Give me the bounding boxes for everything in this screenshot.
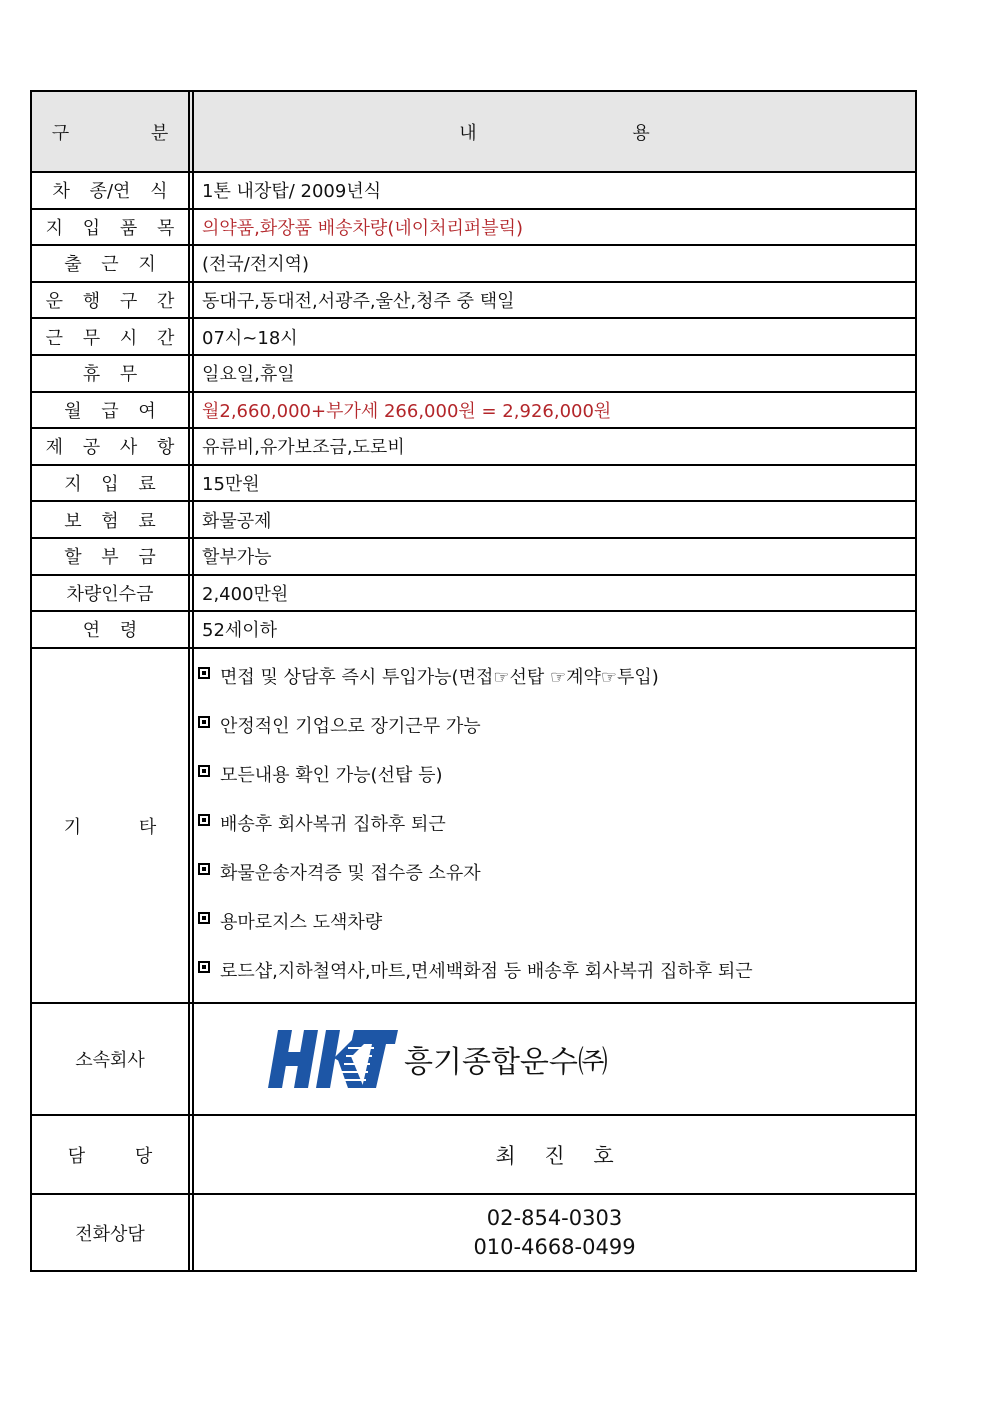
row-label: 차량인수금 <box>66 583 154 605</box>
row-value: 의약품,화장품 배송차량(네이처리퍼블릭) <box>202 217 524 239</box>
row-value: 유류비,유가보조금,도로비 <box>202 437 405 459</box>
row-label: 운 행 구 간 <box>45 291 175 313</box>
list-item: 안정적인 기업으로 장기근무 가능 <box>198 712 915 761</box>
phone-number-mobile[interactable]: 010-4668-0499 <box>473 1234 636 1259</box>
square-bullet-icon <box>198 814 210 826</box>
row-label: 근 무 시 간 <box>45 327 175 349</box>
square-bullet-icon <box>198 961 210 973</box>
phone-number-office[interactable]: 02-854-0303 <box>486 1205 623 1230</box>
row-label: 차 종/연 식 <box>52 181 168 203</box>
manager-label: 담 당 <box>67 1145 153 1167</box>
company-name: 흥기종합운수㈜ <box>404 1045 608 1080</box>
table-row <box>32 537 915 574</box>
row-value: (전국/전지역) <box>202 254 310 276</box>
row-label: 보 험 료 <box>64 510 156 532</box>
square-bullet-icon <box>198 716 210 728</box>
row-value: 일요일,휴일 <box>202 364 295 386</box>
row-value: 화물공제 <box>202 510 272 532</box>
row-value: 2,400만원 <box>202 583 289 605</box>
table-row <box>32 427 915 464</box>
row-value: 할부가능 <box>202 547 272 569</box>
hkt-logo-icon <box>264 1028 398 1090</box>
row-value: 07시~18시 <box>202 327 298 349</box>
square-bullet-icon <box>198 765 210 777</box>
table-row <box>32 391 915 428</box>
row-label: 휴 무 <box>82 364 138 386</box>
list-item: 모든내용 확인 가능(선탑 등) <box>198 761 915 810</box>
row-value: 월2,660,000+부가세 266,000원 = 2,926,000원 <box>202 400 612 422</box>
row-label: 월 급 여 <box>64 400 156 422</box>
phone-numbers <box>194 1195 915 1270</box>
row-label: 지 입 품 목 <box>45 217 175 239</box>
company-label: 소속회사 <box>75 1050 145 1071</box>
row-label: 할 부 금 <box>64 547 156 569</box>
list-item: 면접 및 상담후 즉시 투입가능(면접☞선탑 ☞계약☞투입) <box>198 663 915 712</box>
row-label: 제 공 사 항 <box>45 437 175 459</box>
list-item: 배송후 회사복귀 집하후 퇴근 <box>198 810 915 859</box>
company-brand <box>194 1004 915 1114</box>
row-label: 출 근 지 <box>64 254 156 276</box>
row-value: 52세이하 <box>202 620 278 642</box>
square-bullet-icon <box>198 667 210 679</box>
etc-label: 기 타 <box>63 816 157 838</box>
row-label: 지 입 료 <box>64 474 156 496</box>
phone-label: 전화상담 <box>75 1223 145 1245</box>
table-row <box>32 171 915 208</box>
row-value: 15만원 <box>202 474 260 496</box>
row-value: 동대구,동대전,서광주,울산,청주 중 택일 <box>202 291 515 313</box>
table-row <box>32 281 915 318</box>
list-item: 로드샵,지하철역사,마트,면세백화점 등 배송후 회사복귀 집하후 퇴근 <box>198 957 915 1006</box>
table-row <box>32 208 915 245</box>
table-row <box>32 354 915 391</box>
company-row <box>32 1002 915 1114</box>
table-row <box>32 500 915 537</box>
manager-row <box>32 1114 915 1193</box>
job-listing-table <box>30 90 917 1272</box>
header-label-category: 구 분 <box>51 122 207 144</box>
list-item: 용마로지스 도색차량 <box>198 908 915 957</box>
row-value: 1톤 내장탑/ 2009년식 <box>202 181 382 203</box>
phone-row <box>32 1193 915 1270</box>
square-bullet-icon <box>198 863 210 875</box>
manager-name: 최 진 호 <box>495 1143 614 1168</box>
table-row <box>32 610 915 647</box>
list-item: 화물운송자격증 및 접수증 소유자 <box>198 859 915 908</box>
table-row <box>32 464 915 501</box>
square-bullet-icon <box>198 912 210 924</box>
etc-list <box>194 649 915 1002</box>
table-row <box>32 317 915 354</box>
header-label-content: 내 용 <box>459 122 650 144</box>
etc-row <box>32 647 915 1002</box>
table-row <box>32 574 915 611</box>
table-row <box>32 244 915 281</box>
table-header <box>32 92 915 171</box>
row-label: 연 령 <box>82 620 138 642</box>
